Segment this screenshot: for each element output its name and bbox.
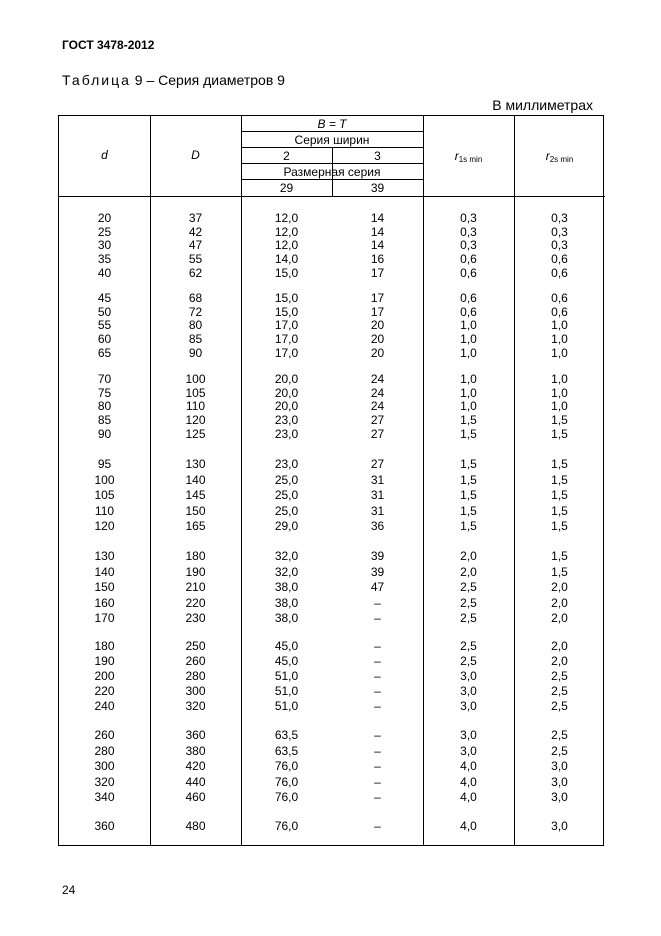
cell-r2s-min: 2,5 [551,728,568,742]
cell-r1s-min: 2,5 [460,654,477,668]
cell-b-series-2: 12,0 [274,238,299,253]
header-r1s-min [423,149,514,167]
cell-b-series-2: 12,0 [274,224,299,239]
cell-r2s-min: 1,5 [551,564,568,579]
cell-b-series-2: 76,0 [274,774,299,789]
cell-r2s-min: 2,5 [551,699,568,713]
cell-D: 125 [185,426,206,441]
units-note: В миллиметрах [492,97,593,113]
header-r1-subscript: 1s min [458,155,483,164]
cell-d: 130 [94,549,115,563]
header-size-series-39: 39 [370,181,385,195]
cell-r1s-min: 1,5 [460,472,477,487]
cell-b-series-3: 39 [370,564,385,579]
cell-b-series-2: 20,0 [274,399,299,414]
cell-r1s-min: 3,0 [460,684,477,698]
table-row [59,728,603,742]
cell-b-series-3: – [374,669,381,683]
cell-b-series-3: – [374,790,381,804]
cell-D: 380 [185,743,206,758]
cell-D: 480 [185,819,206,833]
cell-d: 100 [94,472,115,487]
cell-r2s-min: 1,0 [551,385,568,400]
cell-r1s-min: 0,3 [460,211,477,225]
cell-d: 65 [97,345,112,360]
table-row [59,399,603,413]
cell-b-series-2: 76,0 [274,819,299,833]
table-row [59,211,603,225]
cell-D: 360 [185,728,206,742]
cell-d: 55 [97,318,112,333]
cell-r2s-min: 1,0 [551,318,568,333]
cell-b-series-2: 17,0 [274,318,299,333]
cell-r2s-min: 2,0 [551,639,568,653]
cell-b-series-3: 20 [370,345,385,360]
cell-d: 260 [94,728,115,742]
cell-b-series-2: 76,0 [274,790,299,804]
table-row [59,318,603,332]
cell-r1s-min: 2,5 [460,611,477,625]
cell-r1s-min: 1,0 [460,399,477,414]
cell-D: 320 [185,699,206,713]
cell-r1s-min: 3,0 [460,743,477,758]
cell-b-series-3: 36 [370,519,385,533]
cell-D: 420 [185,759,206,773]
table-caption [62,72,285,88]
cell-r1s-min: 2,5 [460,595,477,610]
cell-D: 180 [185,549,206,563]
table-row [59,519,603,533]
cell-r2s-min: 1,0 [551,372,568,386]
cell-d: 170 [94,611,115,625]
header-bottom-line [59,196,605,197]
cell-b-series-3: 17 [370,304,385,319]
cell-b-series-2: 17,0 [274,345,299,360]
cell-b-series-2: 17,0 [274,332,299,347]
cell-r2s-min: 3,0 [551,759,568,773]
cell-b-series-3: – [374,819,381,833]
cell-r2s-min: 2,0 [551,611,568,625]
cell-r2s-min: 0,6 [551,291,568,305]
table-row [59,699,603,713]
cell-b-series-2: 15,0 [274,304,299,319]
cell-D: 90 [188,345,203,360]
cell-b-series-2: 38,0 [274,595,299,610]
cell-b-series-3: 27 [370,457,385,471]
cell-r1s-min: 1,5 [460,413,477,428]
cell-b-series-3: – [374,743,381,758]
cell-r2s-min: 1,5 [551,549,568,563]
cell-r2s-min: 0,6 [551,304,568,319]
cell-b-series-3: 16 [370,252,385,267]
cell-b-series-2: 20,0 [274,372,299,386]
cell-D: 300 [185,684,206,698]
cell-b-series-2: 38,0 [274,611,299,625]
cell-b-series-3: – [374,654,381,668]
header-r2-subscript: 2s min [549,155,574,164]
cell-d: 45 [97,291,112,305]
cell-D: 260 [185,654,206,668]
cell-r1s-min: 3,0 [460,699,477,713]
header-b-equals-t: B = T [317,117,347,131]
cell-r2s-min: 1,5 [551,503,568,518]
cell-r2s-min: 3,0 [551,790,568,804]
table-row [59,775,603,789]
cell-b-series-2: 29,0 [274,519,299,533]
cell-b-series-2: 32,0 [274,564,299,579]
cell-b-series-3: 20 [370,318,385,333]
cell-b-series-3: 27 [370,413,385,428]
cell-D: 110 [185,399,206,414]
cell-b-series-2: 23,0 [274,426,299,441]
table-row [59,669,603,683]
table-row [59,332,603,346]
cell-b-series-2: 63,5 [274,743,299,758]
cell-d: 190 [94,654,115,668]
cell-r2s-min: 1,5 [551,488,568,502]
cell-r2s-min: 1,5 [551,457,568,471]
cell-d: 25 [97,224,112,239]
cell-r1s-min: 2,0 [460,549,477,563]
cell-b-series-3: – [374,595,381,610]
table-row [59,744,603,758]
cell-b-series-2: 23,0 [274,413,299,428]
cell-b-series-3: 20 [370,332,385,347]
cell-d: 80 [97,399,112,414]
cell-D: 47 [188,238,203,253]
cell-r2s-min: 0,6 [551,265,568,280]
header-divider [241,179,423,180]
cell-b-series-3: 24 [370,372,385,386]
cell-b-series-3: – [374,774,381,789]
cell-D: 140 [185,472,206,487]
cell-r1s-min: 0,3 [460,224,477,239]
table-row [59,596,603,610]
cell-D: 62 [188,265,203,280]
table-caption-word: Таблица [62,72,131,88]
cell-b-series-3: 39 [370,549,385,563]
cell-d: 320 [94,774,115,789]
cell-r1s-min: 4,0 [460,759,477,773]
cell-r1s-min: 1,5 [460,519,477,533]
cell-b-series-3: 31 [370,472,385,487]
cell-r2s-min: 3,0 [551,819,568,833]
cell-D: 280 [185,669,206,683]
header-width-series-3: 3 [374,149,381,163]
cell-d: 180 [94,639,115,653]
cell-r1s-min: 1,5 [460,426,477,441]
header-r1-symbol: r [454,149,459,163]
cell-r1s-min: 4,0 [460,819,477,833]
cell-d: 40 [97,265,112,280]
cell-r1s-min: 1,5 [460,503,477,518]
cell-b-series-3: 14 [370,211,385,225]
cell-b-series-2: 45,0 [274,639,299,653]
cell-D: 85 [188,332,203,347]
cell-D: 72 [188,304,203,319]
cell-r2s-min: 1,5 [551,519,568,533]
cell-r2s-min: 2,0 [551,595,568,610]
cell-r2s-min: 1,5 [551,426,568,441]
cell-b-series-3: 24 [370,399,385,414]
cell-d: 140 [94,564,115,579]
table-row [59,413,603,427]
cell-D: 80 [188,318,203,333]
header-width-series: Серия ширин [294,133,370,147]
cell-D: 250 [185,639,206,653]
table-row [59,819,603,833]
cell-r2s-min: 2,0 [551,654,568,668]
cell-r2s-min: 0,3 [551,224,568,239]
cell-b-series-3: 27 [370,426,385,441]
cell-b-series-3: – [374,611,381,625]
cell-b-series-3: – [374,728,381,742]
table-row [59,346,603,360]
cell-r1s-min: 4,0 [460,774,477,789]
dimensions-table [58,115,604,846]
cell-b-series-2: 63,5 [274,728,299,742]
cell-r1s-min: 0,6 [460,265,477,280]
cell-b-series-2: 25,0 [274,488,299,502]
cell-b-series-3: 17 [370,291,385,305]
cell-d: 95 [97,457,112,471]
cell-d: 30 [97,238,112,253]
cell-b-series-3: 14 [370,238,385,253]
cell-D: 210 [185,580,206,594]
cell-d: 340 [94,790,115,804]
cell-b-series-3: – [374,639,381,653]
cell-d: 200 [94,669,115,683]
header-divider [241,147,423,148]
cell-r2s-min: 2,5 [551,743,568,758]
cell-b-series-2: 23,0 [274,457,299,471]
cell-d: 160 [94,595,115,610]
cell-r2s-min: 3,0 [551,774,568,789]
cell-D: 130 [185,457,206,471]
cell-D: 37 [188,211,203,225]
cell-b-series-3: 24 [370,385,385,400]
cell-D: 220 [185,595,206,610]
header-divider [241,163,423,164]
table-row [59,565,603,579]
cell-r1s-min: 3,0 [460,669,477,683]
cell-b-series-2: 20,0 [274,385,299,400]
cell-b-series-2: 32,0 [274,549,299,563]
table-row [59,580,603,594]
cell-D: 55 [188,252,203,267]
cell-D: 105 [185,385,206,400]
cell-d: 20 [97,211,112,225]
cell-D: 145 [185,488,206,502]
table-row [59,427,603,441]
cell-r2s-min: 1,5 [551,413,568,428]
cell-b-series-2: 38,0 [274,580,299,594]
cell-r1s-min: 2,5 [460,580,477,594]
cell-r1s-min: 1,0 [460,372,477,386]
table-row [59,238,603,252]
header-divider [241,131,423,132]
cell-d: 90 [97,426,112,441]
table-row [59,684,603,698]
cell-D: 190 [185,564,206,579]
cell-r1s-min: 0,6 [460,252,477,267]
table-row [59,611,603,625]
cell-r2s-min: 1,0 [551,399,568,414]
cell-D: 230 [185,611,206,625]
cell-D: 42 [188,224,203,239]
table-row [59,488,603,502]
cell-b-series-3: 31 [370,488,385,502]
cell-d: 35 [97,252,112,267]
cell-D: 440 [185,774,206,789]
table-row [59,372,603,386]
table-caption-title: 9 – Серия диаметров 9 [134,72,285,88]
table-row [59,504,603,518]
cell-d: 120 [94,519,115,533]
header-size-series: Размерная серия [283,165,381,179]
table-row [59,386,603,400]
cell-b-series-3: 47 [370,580,385,594]
cell-d: 60 [97,332,112,347]
cell-b-series-2: 15,0 [274,291,299,305]
cell-b-series-2: 15,0 [274,265,299,280]
cell-b-series-3: – [374,684,381,698]
cell-D: 120 [185,413,206,428]
table-row [59,225,603,239]
cell-b-series-3: – [374,759,381,773]
table-row [59,266,603,280]
cell-D: 68 [188,291,203,305]
table-row [59,549,603,563]
cell-r1s-min: 0,6 [460,291,477,305]
header-width-series-2: 2 [283,149,290,163]
table-row [59,790,603,804]
cell-r2s-min: 0,3 [551,238,568,253]
cell-r2s-min: 0,6 [551,252,568,267]
cell-d: 360 [94,819,115,833]
cell-b-series-3: 17 [370,265,385,280]
cell-D: 165 [185,519,206,533]
cell-b-series-2: 51,0 [274,684,299,698]
cell-d: 105 [94,488,115,502]
cell-b-series-2: 45,0 [274,654,299,668]
table-row [59,654,603,668]
cell-D: 150 [185,503,206,518]
cell-r1s-min: 1,5 [460,488,477,502]
cell-d: 220 [94,684,115,698]
cell-d: 75 [97,385,112,400]
cell-d: 150 [94,580,115,594]
table-row [59,639,603,653]
cell-r1s-min: 1,0 [460,345,477,360]
cell-r1s-min: 2,5 [460,639,477,653]
cell-r1s-min: 1,0 [460,385,477,400]
cell-d: 110 [94,503,115,518]
cell-b-series-2: 25,0 [274,472,299,487]
document-standard-number: ГОСТ 3478-2012 [62,38,155,52]
table-row [59,291,603,305]
cell-b-series-2: 51,0 [274,699,299,713]
cell-b-series-3: – [374,699,381,713]
header-r2-symbol: r [545,149,550,163]
header-size-series-29: 29 [279,181,294,195]
cell-d: 85 [97,413,112,428]
table-row [59,252,603,266]
cell-d: 70 [97,372,112,386]
cell-r2s-min: 1,0 [551,332,568,347]
cell-r2s-min: 2,5 [551,684,568,698]
cell-r2s-min: 2,5 [551,669,568,683]
cell-d: 50 [97,304,112,319]
cell-b-series-2: 14,0 [274,252,299,267]
cell-r2s-min: 1,5 [551,472,568,487]
cell-r2s-min: 0,3 [551,211,568,225]
page-number: 24 [62,883,76,897]
cell-d: 300 [94,759,115,773]
cell-b-series-3: 31 [370,503,385,518]
cell-D: 460 [185,790,206,804]
cell-r1s-min: 1,5 [460,457,477,471]
cell-r1s-min: 1,0 [460,332,477,347]
table-row [59,473,603,487]
header-D: D [191,148,200,162]
header-d: d [101,148,108,162]
header-r2s-min [514,149,605,167]
table-row [59,759,603,773]
cell-b-series-2: 51,0 [274,669,299,683]
cell-r2s-min: 1,0 [551,345,568,360]
cell-b-series-2: 76,0 [274,759,299,773]
cell-b-series-2: 25,0 [274,503,299,518]
cell-r1s-min: 0,6 [460,304,477,319]
cell-r1s-min: 1,0 [460,318,477,333]
cell-d: 280 [94,743,115,758]
cell-r1s-min: 4,0 [460,790,477,804]
table-row [59,457,603,471]
cell-r1s-min: 2,0 [460,564,477,579]
cell-b-series-3: 14 [370,224,385,239]
cell-d: 240 [94,699,115,713]
cell-r1s-min: 0,3 [460,238,477,253]
cell-D: 100 [185,372,206,386]
table-row [59,305,603,319]
cell-b-series-2: 12,0 [274,211,299,225]
cell-r2s-min: 2,0 [551,580,568,594]
cell-r1s-min: 3,0 [460,728,477,742]
